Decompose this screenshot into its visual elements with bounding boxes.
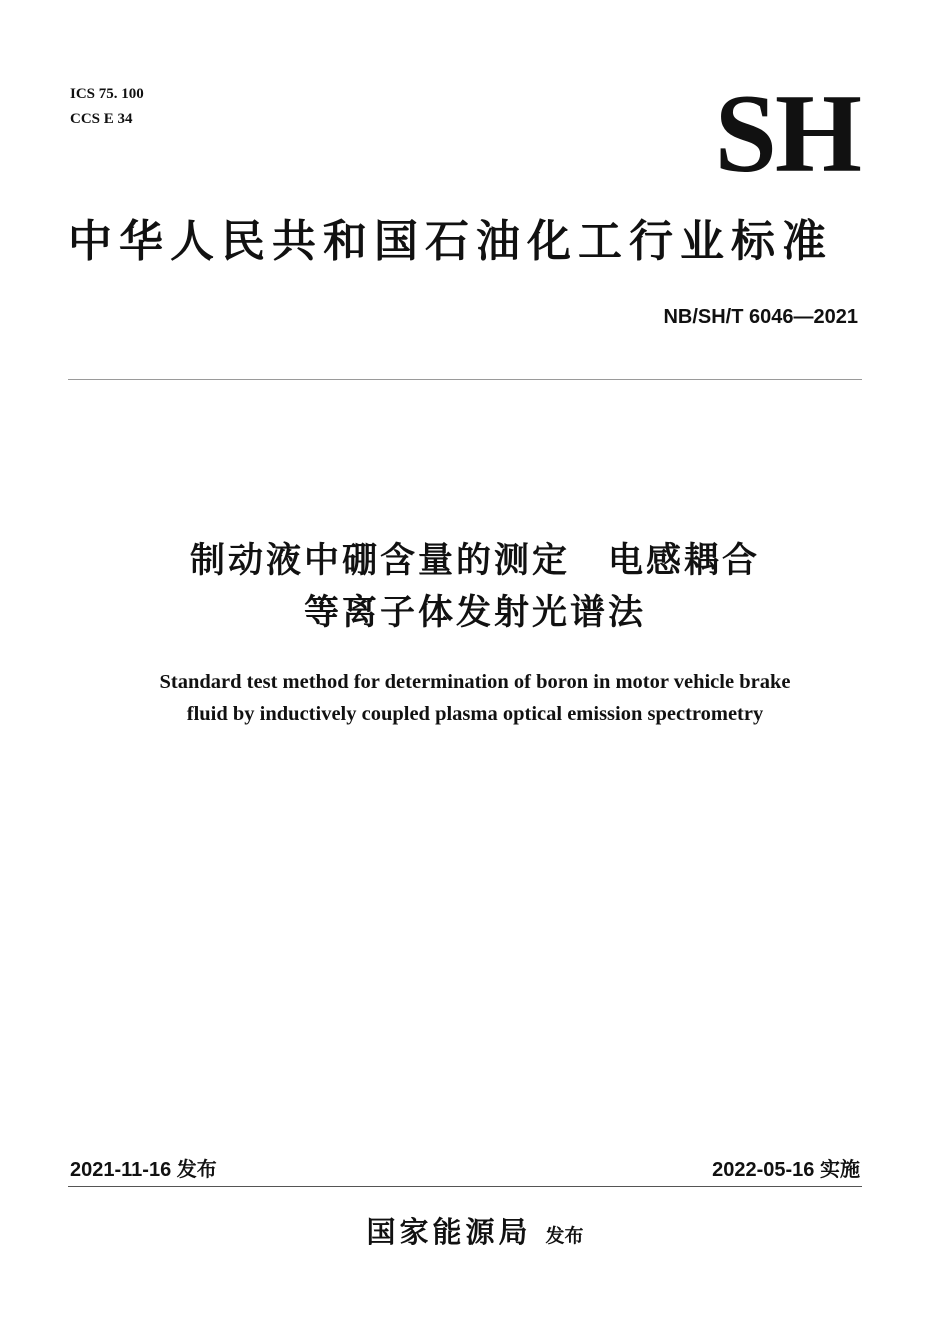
english-title <box>60 666 890 730</box>
standard-category-title: 中华人民共和国石油化工行业标准 <box>68 216 833 267</box>
chinese-title-line-2: 等离子体发射光谱法 <box>303 593 646 633</box>
ccs-code: CCS E 34 <box>70 111 133 127</box>
implementation-date: 2022-05-16 实施 <box>712 1159 860 1181</box>
issuer-name: 国家能源局 <box>366 1215 532 1249</box>
issue-date: 2021-11-16 发布 <box>70 1159 217 1181</box>
ics-code: ICS 75. 100 <box>70 86 144 102</box>
english-title-line-2: fluid by inductively coupled plasma optical emission spectrometry <box>186 703 764 725</box>
chinese-title <box>60 535 890 639</box>
sh-logo: SH <box>714 72 860 196</box>
english-title-line-1: Standard test method for determination of boron in motor vehicle brake <box>159 671 791 693</box>
top-divider <box>68 379 862 380</box>
issuer <box>0 1210 950 1251</box>
standard-number: NB/SH/T 6046—2021 <box>663 306 858 328</box>
classification-codes <box>70 82 144 132</box>
issuer-suffix: 发布 <box>545 1225 584 1247</box>
chinese-title-line-1: 制动液中硼含量的测定 电感耦合 <box>189 541 760 581</box>
bottom-divider <box>68 1186 862 1187</box>
